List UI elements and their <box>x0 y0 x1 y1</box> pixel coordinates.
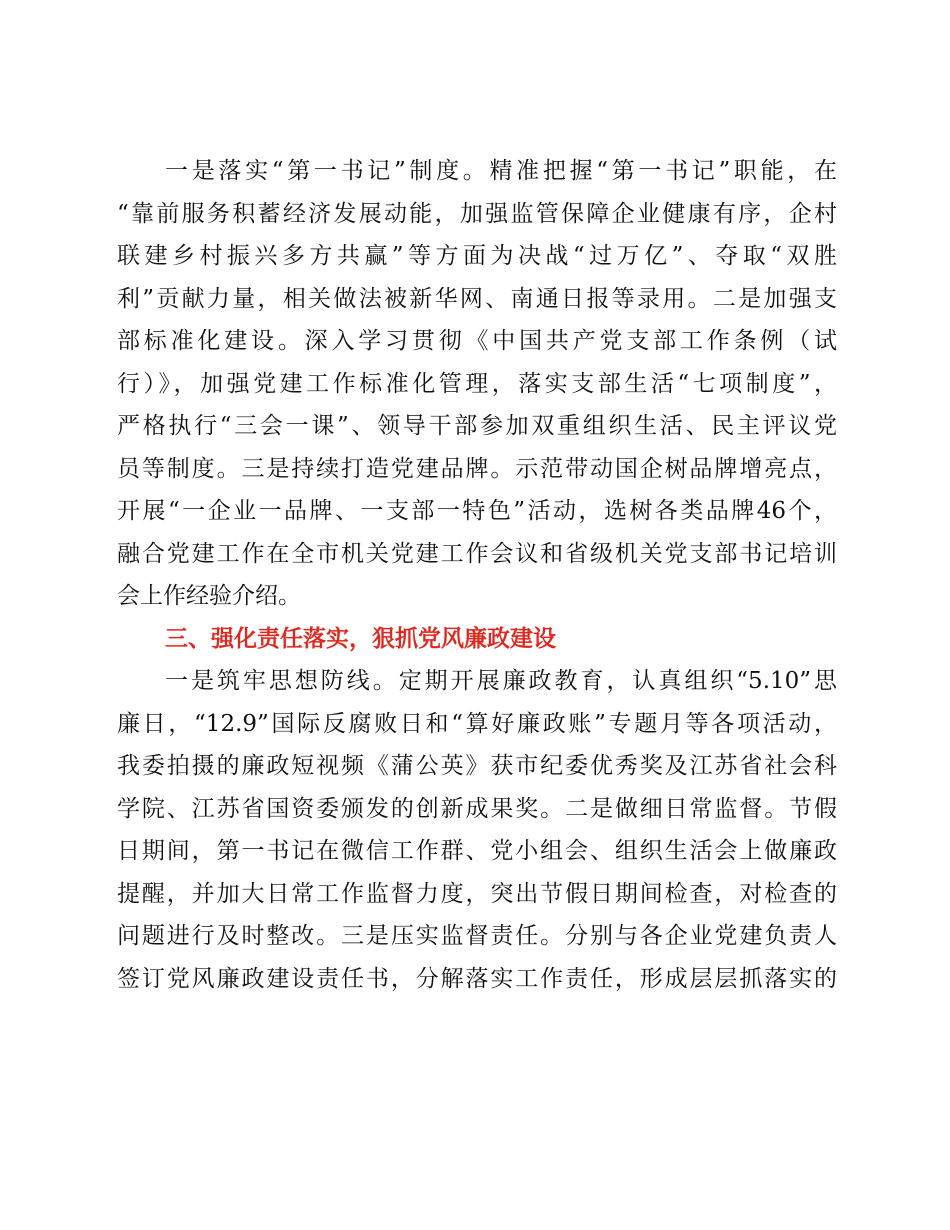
paragraph-line <box>117 745 837 788</box>
paragraph-line <box>117 873 837 916</box>
text-line: 严格执行“三会一课”、领导干部参加双重组织生活、民主评议党 <box>117 413 837 439</box>
text-line: 日期间，第一书记在微信工作群、党小组会、组织生活会上做廉政 <box>117 838 837 864</box>
text-line: 利”贡献力量，相关做法被新华网、南通日报等录用。二是加强支 <box>117 285 837 312</box>
paragraph-line <box>117 363 837 406</box>
text-line: 行）》，加强党建工作标准化管理，落实支部生活“七项制度”， <box>117 370 837 397</box>
text-line: 员等制度。三是持续打造党建品牌。示范带动国企树品牌增亮点， <box>117 455 837 482</box>
paragraph-line <box>117 830 837 873</box>
text-line: 部标准化建设。深入学习贯彻《中国共产党支部工作条例（试 <box>117 328 837 354</box>
paragraph-line <box>117 575 837 618</box>
text-line: 我委拍摄的廉政短视频《蒲公英》获市纪委优秀奖及江苏省社会科 <box>117 753 837 779</box>
text-line: 廉日，“12.9”国际反腐败日和“算好廉政账”专题月等各项活动， <box>117 710 837 737</box>
text-line: 一是筑牢思想防线。定期开展廉政教育，认真组织“5.10”思 <box>165 668 837 694</box>
text-line: 提醒，并加大日常工作监督力度，突出节假日期间检查，对检查的 <box>117 880 837 907</box>
paragraph-line <box>117 405 837 448</box>
paragraph-line <box>117 660 837 703</box>
text-line: 融合党建工作在全市机关党建工作会议和省级机关党支部书记培训 <box>117 540 837 567</box>
paragraph-line <box>117 278 837 321</box>
paragraph-line <box>117 320 837 363</box>
text-line: 联建乡村振兴多方共赢”等方面为决战“过万亿”、夺取“双胜 <box>117 243 837 269</box>
paragraph-line <box>117 533 837 576</box>
text-line: “靠前服务积蓄经济发展动能，加强监管保障企业健康有序，企村 <box>117 200 837 227</box>
paragraph-line <box>117 958 837 1001</box>
text-line: 学院、江苏省国资委颁发的创新成果奖。二是做细日常监督。节假 <box>117 795 837 822</box>
text-line: 开展“一企业一品牌、一支部一特色”活动，选树各类品牌46个， <box>117 498 837 524</box>
text-line: 问题进行及时整改。三是压实监督责任。分别与各企业党建负责人 <box>117 923 837 949</box>
paragraph-line <box>117 150 837 193</box>
paragraph-line <box>117 703 837 746</box>
text-line: 一是落实“第一书记”制度。精准把握“第一书记”职能，在 <box>165 158 837 184</box>
paragraph-line <box>117 788 837 831</box>
paragraph-line <box>117 235 837 278</box>
paragraph-line <box>117 448 837 491</box>
paragraph-line <box>117 490 837 533</box>
section-heading: 三、强化责任落实，狠抓党风廉政建设 <box>165 625 556 652</box>
paragraph-line <box>117 193 837 236</box>
text-line: 会上作经验介绍。 <box>117 583 301 609</box>
text-line: 签订党风廉政建设责任书，分解落实工作责任，形成层层抓落实的 <box>117 965 837 992</box>
paragraph-line <box>117 915 837 958</box>
document-body <box>117 150 837 1000</box>
